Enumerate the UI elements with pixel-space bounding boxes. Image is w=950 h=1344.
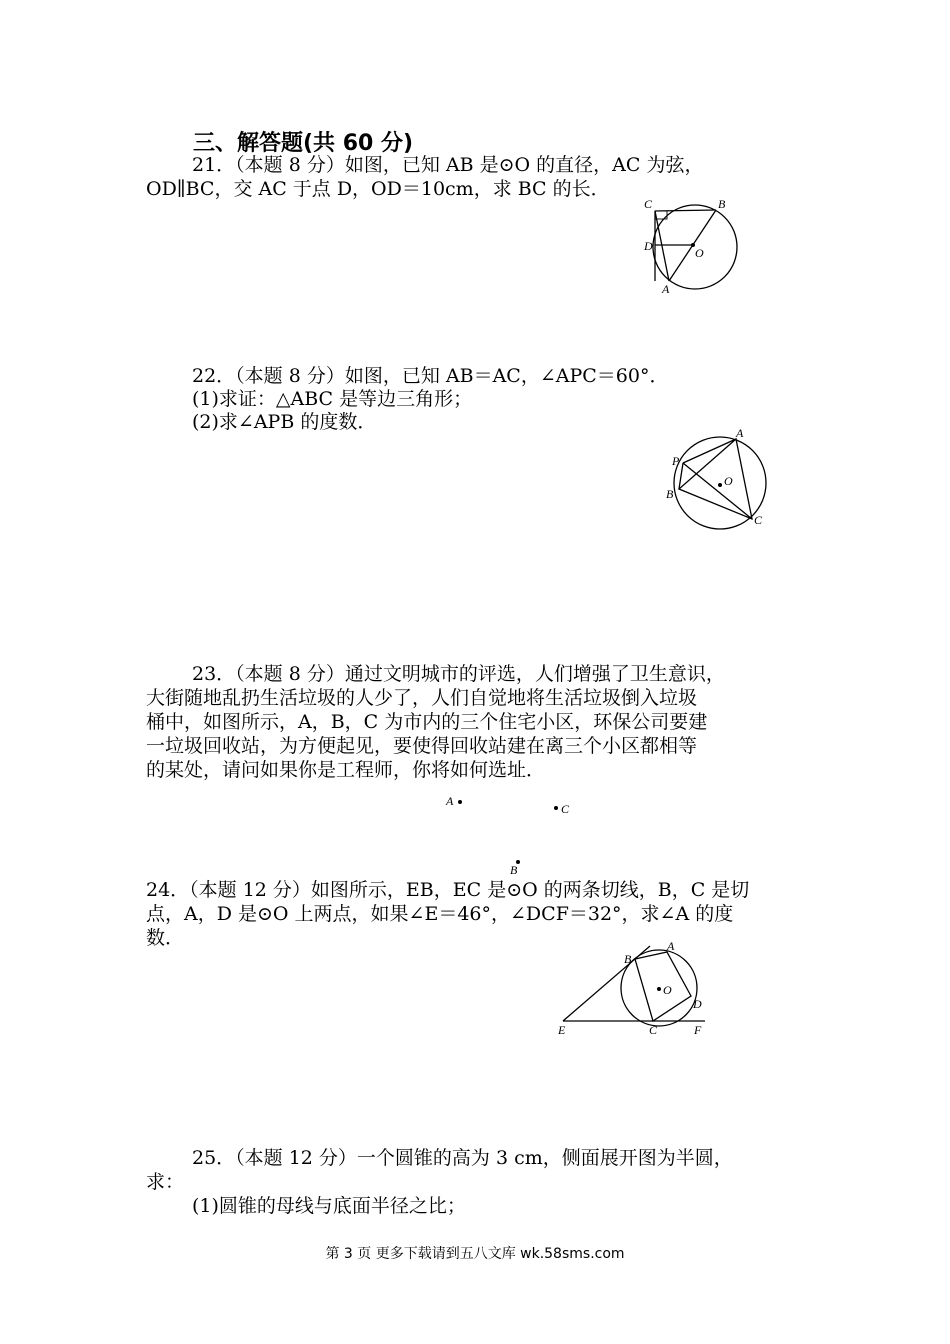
q24-figure: [555, 938, 715, 1038]
q21-label-c: C: [644, 197, 653, 211]
q24-label-o: O: [663, 983, 672, 997]
q23-line-2: 大街随地乱扔生活垃圾的人少了，人们自觉地将生活垃圾倒入垃圾: [146, 687, 698, 709]
q22-label-c: C: [754, 513, 763, 527]
q23-line-4: 一垃圾回收站，为方便起见，要使得回收站建在离三个小区都相等: [146, 735, 698, 757]
q21-label-b: B: [718, 197, 726, 211]
q25-line-3: (1)圆锥的母线与底面半径之比；: [192, 1195, 466, 1217]
q23-label-b: B: [510, 863, 518, 877]
q22-line-2: (1)求证：△ABC 是等边三角形；: [192, 388, 473, 410]
q22-label-p: P: [672, 454, 680, 468]
q23-line-3: 桶中，如图所示，A，B，C 为市内的三个住宅小区，环保公司要建: [146, 711, 708, 733]
page-footer: 第 3 页 更多下载请到五八文库 wk.58sms.com: [325, 1246, 625, 1262]
q24-line-1: 24．（本题 12 分）如图所示，EB，EC 是⊙O 的两条切线，B，C 是切: [146, 879, 750, 901]
q25-line-1: 25．（本题 12 分）一个圆锥的高为 3 cm，侧面展开图为半圆，: [192, 1147, 733, 1169]
q21-label-a: A: [662, 282, 670, 296]
q23-line-5: 的某处，请问如果你是工程师，你将如何选址．: [146, 759, 546, 781]
q24-label-d: D: [693, 997, 702, 1011]
q22-label-o: O: [724, 474, 733, 488]
q22-figure: [660, 425, 775, 535]
q21-label-d: D: [644, 239, 653, 253]
q24-label-c: C: [649, 1023, 658, 1037]
q22-line-3: (2)求∠APB 的度数．: [192, 411, 377, 433]
q23-label-a: A: [446, 794, 454, 808]
q21-figure: [640, 195, 750, 300]
q24-label-f: F: [694, 1023, 702, 1037]
q24-label-e: E: [558, 1023, 566, 1037]
q21-line-2: OD∥BC，交 AC 于点 D，OD＝10cm，求 BC 的长．: [146, 178, 610, 200]
q21-line-1: 21．（本题 8 分）如图，已知 AB 是⊙O 的直径，AC 为弦，: [192, 154, 704, 176]
q24-label-a: A: [667, 939, 675, 953]
q22-line-1: 22．（本题 8 分）如图，已知 AB＝AC，∠APC＝60°．: [192, 365, 669, 387]
q23-label-c: C: [561, 802, 570, 816]
q22-label-b: B: [666, 487, 674, 501]
section-title: 三、解答题(共 60 分): [193, 131, 414, 156]
q24-label-b: B: [624, 952, 632, 966]
q22-label-a: A: [736, 426, 744, 440]
q24-line-2: 点，A，D 是⊙O 上两点，如果∠E＝46°，∠DCF＝32°，求∠A 的度: [146, 903, 734, 925]
q23-line-1: 23．（本题 8 分）通过文明城市的评选，人们增强了卫生意识，: [192, 663, 725, 685]
q21-label-o: O: [695, 246, 704, 260]
q23-figure: [440, 790, 580, 880]
q25-line-2: 求：: [146, 1171, 185, 1193]
q24-line-3: 数．: [146, 927, 185, 949]
